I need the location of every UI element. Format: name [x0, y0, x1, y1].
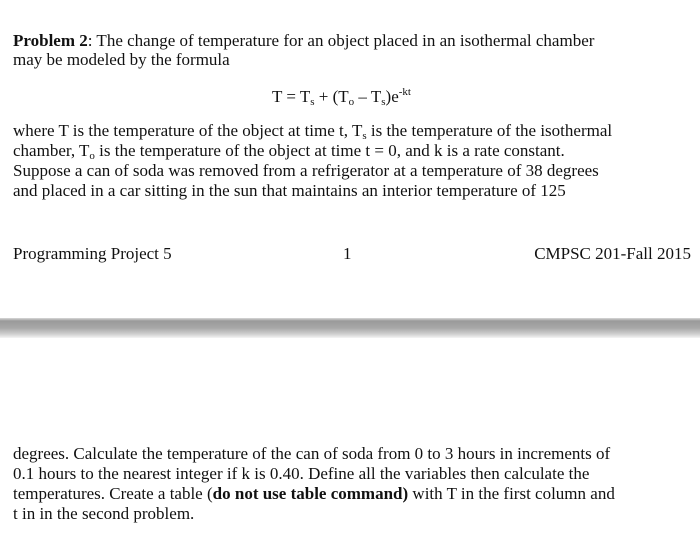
page-number: 1	[343, 244, 352, 263]
paragraph-line: and placed in a car sitting in the sun that maintains an interior temperature of 125	[13, 181, 566, 200]
intro-line-1: Problem 2: The change of temperature for an object placed in an isothermal chamber	[13, 31, 595, 50]
paragraph-line: chamber, $T_o$ is the temperature of the object at time t = 0, and k is a rate constant.	[13, 141, 565, 162]
paragraph-line: Suppose a can of soda was removed from a refrigerator at a temperature of 38 degrees	[13, 161, 599, 180]
page-break-divider	[0, 318, 700, 338]
paragraph-line: degrees. Calculate the temperature of the can of soda from 0 to 3 hours in increments of	[13, 444, 611, 463]
paragraph-line: 0.1 hours to the nearest integer if k is 0.40. Define all the variables then calculate the	[13, 464, 590, 483]
footer-right: CMPSC 201-Fall 2015	[534, 244, 691, 263]
paragraph-line: where T is the temperature of the object at time t, $T_s$ is the temperature of the isothermal	[13, 121, 613, 142]
intro-line-2: may be modeled by the formula	[13, 50, 230, 69]
footer-left: Programming Project 5	[13, 244, 172, 263]
paragraph-line: temperatures. Create a table (do not use table command) with T in the first column and	[13, 484, 615, 503]
page-footer	[13, 244, 691, 264]
paragraph-line: t in in the second problem.	[13, 504, 195, 523]
problem-label: Problem 2	[13, 31, 88, 50]
formula: $T = T_s + (T_o - T_s)e^{-kt}$	[272, 86, 411, 108]
